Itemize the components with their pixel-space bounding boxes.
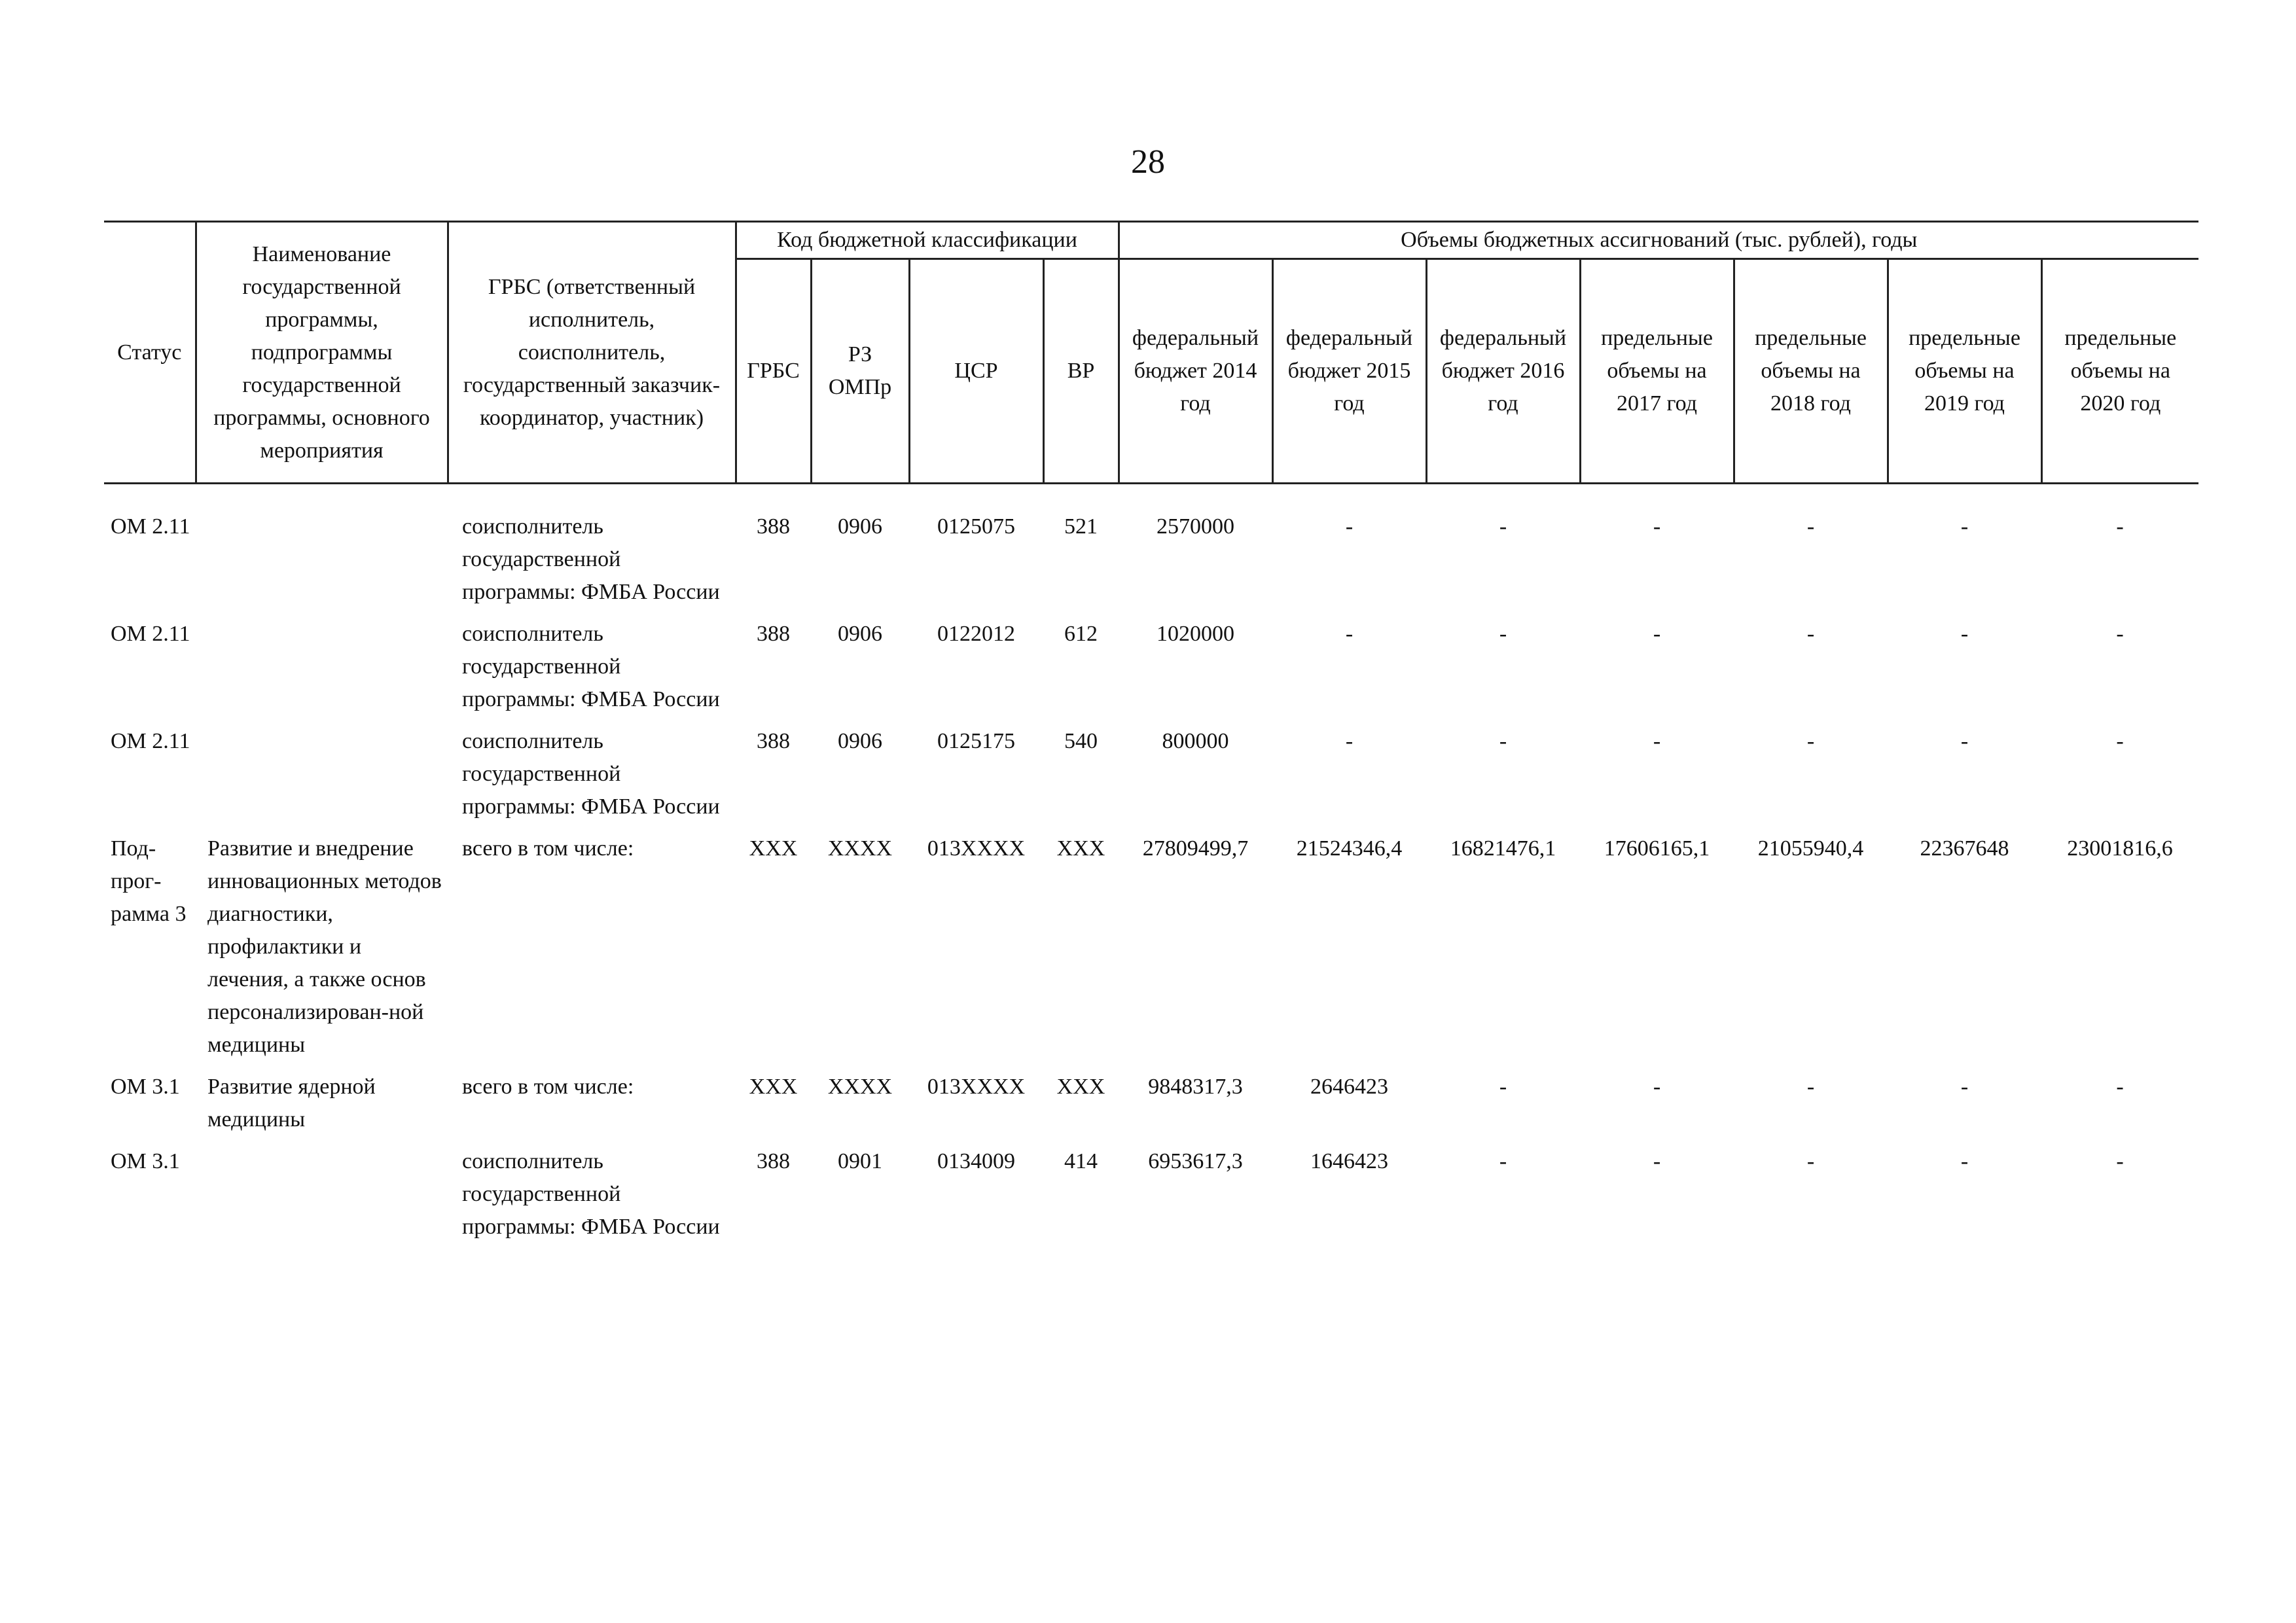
header-csr: ЦСР	[909, 259, 1043, 484]
row-y2016: -	[1499, 1149, 1507, 1173]
row-grbs-name: всего в том числе:	[462, 836, 634, 861]
header-grbs: ГРБС	[736, 259, 811, 484]
header-status: Статус	[104, 222, 196, 484]
row-y2018: -	[1806, 514, 1815, 539]
row-y2014: 9848317,3	[1148, 1075, 1243, 1099]
row-grbs-name: всего в том числе:	[462, 1075, 634, 1099]
row-y2019: 22367648	[1920, 836, 2009, 861]
row-y2018: -	[1806, 1149, 1815, 1173]
row-csr: 0125075	[937, 514, 1015, 539]
row-y2018: 21055940,4	[1757, 836, 1864, 861]
row-y2020: -	[2116, 1149, 2124, 1173]
row-grbs-name: соисполнитель государственной программы: ФМБА России	[462, 514, 720, 604]
row-csr: 0122012	[937, 622, 1015, 646]
row-y2019: -	[1960, 1075, 1969, 1099]
row-name	[196, 510, 448, 618]
row-rz: 0906	[838, 729, 882, 753]
table-row	[104, 832, 2198, 1071]
row-rz: 0906	[838, 514, 882, 539]
row-csr: 013XXXX	[927, 836, 1026, 861]
row-grbs: 388	[757, 514, 790, 539]
row-grbs: XXX	[749, 1075, 798, 1099]
row-y2019: -	[1960, 729, 1969, 753]
row-csr: 0134009	[937, 1149, 1015, 1173]
row-name	[196, 618, 448, 725]
header-y2019: предельные объемы на 2019 год	[1888, 259, 2041, 484]
row-vr: 612	[1064, 622, 1098, 646]
row-y2015: 2646423	[1310, 1075, 1389, 1099]
row-y2014: 6953617,3	[1148, 1149, 1243, 1173]
table-row	[104, 1145, 2198, 1253]
header-y2015: федеральный бюджет 2015 год	[1272, 259, 1426, 484]
row-y2020: -	[2116, 1075, 2124, 1099]
row-y2015: -	[1345, 729, 1354, 753]
table-row	[104, 618, 2198, 725]
header-y2016: федеральный бюджет 2016 год	[1426, 259, 1580, 484]
row-status: ОМ 2.11	[111, 514, 190, 539]
row-y2016: -	[1499, 514, 1507, 539]
row-grbs-name: соисполнитель государственной программы: ФМБА России	[462, 1149, 720, 1239]
table-header	[104, 222, 2198, 484]
header-vr: ВР	[1043, 259, 1119, 484]
row-y2019: -	[1960, 622, 1969, 646]
row-y2019: -	[1960, 1149, 1969, 1173]
header-y2017: предельные объемы на 2017 год	[1580, 259, 1734, 484]
header-gap	[104, 484, 2198, 511]
row-rz: XXXX	[827, 836, 893, 861]
header-y2018: предельные объемы на 2018 год	[1734, 259, 1888, 484]
row-y2020: -	[2116, 729, 2124, 753]
row-grbs: 388	[757, 622, 790, 646]
budget-table-container	[104, 221, 2198, 1253]
header-y2014: федеральный бюджет 2014 год	[1119, 259, 1272, 484]
row-y2014: 800000	[1162, 729, 1229, 753]
row-grbs: XXX	[749, 836, 798, 861]
row-name: Развитие ядерной медицины	[207, 1075, 376, 1132]
row-status: ОМ 2.11	[111, 729, 190, 753]
header-volume-group: Объемы бюджетных ассигнований (тыс. рублей), годы	[1119, 222, 2198, 259]
header-grbs-full: ГРБС (ответственный исполнитель, соисполнитель, государственный заказчик-координатор, участник)	[448, 222, 736, 484]
row-y2015: 1646423	[1310, 1149, 1389, 1173]
row-name	[196, 725, 448, 832]
table-row	[104, 510, 2198, 618]
row-status: ОМ 2.11	[111, 622, 190, 646]
row-rz: XXXX	[827, 1075, 893, 1099]
row-y2019: -	[1960, 514, 1969, 539]
page-number: 28	[1131, 143, 1165, 181]
table-row	[104, 1071, 2198, 1145]
row-y2020: -	[2116, 622, 2124, 646]
row-status: ОМ 3.1	[111, 1149, 180, 1173]
row-y2016: 16821476,1	[1450, 836, 1556, 861]
row-status: ОМ 3.1	[111, 1075, 180, 1099]
row-status: Под-прог-рамма 3	[111, 836, 187, 926]
row-vr: 414	[1064, 1149, 1098, 1173]
table-row	[104, 725, 2198, 832]
row-y2016: -	[1499, 622, 1507, 646]
row-vr: 521	[1064, 514, 1098, 539]
row-y2017: -	[1653, 1075, 1661, 1099]
row-y2018: -	[1806, 622, 1815, 646]
row-y2015: 21524346,4	[1296, 836, 1403, 861]
row-y2017: 17606165,1	[1604, 836, 1710, 861]
row-vr: XXX	[1056, 836, 1105, 861]
header-y2020: предельные объемы на 2020 год	[2041, 259, 2198, 484]
row-csr: 0125175	[937, 729, 1015, 753]
row-grbs: 388	[757, 729, 790, 753]
row-y2020: 23001816,6	[2067, 836, 2173, 861]
row-y2017: -	[1653, 1149, 1661, 1173]
row-y2014: 1020000	[1157, 622, 1235, 646]
row-y2016: -	[1499, 1075, 1507, 1099]
row-y2014: 2570000	[1157, 514, 1235, 539]
row-vr: 540	[1064, 729, 1098, 753]
row-grbs: 388	[757, 1149, 790, 1173]
row-y2018: -	[1806, 1075, 1815, 1099]
row-y2018: -	[1806, 729, 1815, 753]
row-y2016: -	[1499, 729, 1507, 753]
row-rz: 0901	[838, 1149, 882, 1173]
row-y2017: -	[1653, 622, 1661, 646]
row-grbs-name: соисполнитель государственной программы: ФМБА России	[462, 622, 720, 711]
row-name	[196, 1145, 448, 1253]
row-y2015: -	[1345, 514, 1354, 539]
row-y2020: -	[2116, 514, 2124, 539]
row-csr: 013XXXX	[927, 1075, 1026, 1099]
row-rz: 0906	[838, 622, 882, 646]
row-y2017: -	[1653, 514, 1661, 539]
row-y2017: -	[1653, 729, 1661, 753]
budget-table	[104, 221, 2198, 1253]
header-name: Наименование государственной программы, подпрограммы государственной программы, основного мероприятия	[196, 222, 448, 484]
header-rz: РЗ ОМПр	[811, 259, 909, 484]
row-y2014: 27809499,7	[1142, 836, 1249, 861]
row-name: Развитие и внедрение инновационных методов диагностики, профилактики и лечения, а также основ персонализирован-ной медицины	[207, 836, 442, 1057]
header-code-group: Код бюджетной классификации	[736, 222, 1119, 259]
row-y2015: -	[1345, 622, 1354, 646]
table-body	[104, 484, 2198, 1253]
row-vr: XXX	[1056, 1075, 1105, 1099]
row-grbs-name: соисполнитель государственной программы: ФМБА России	[462, 729, 720, 819]
